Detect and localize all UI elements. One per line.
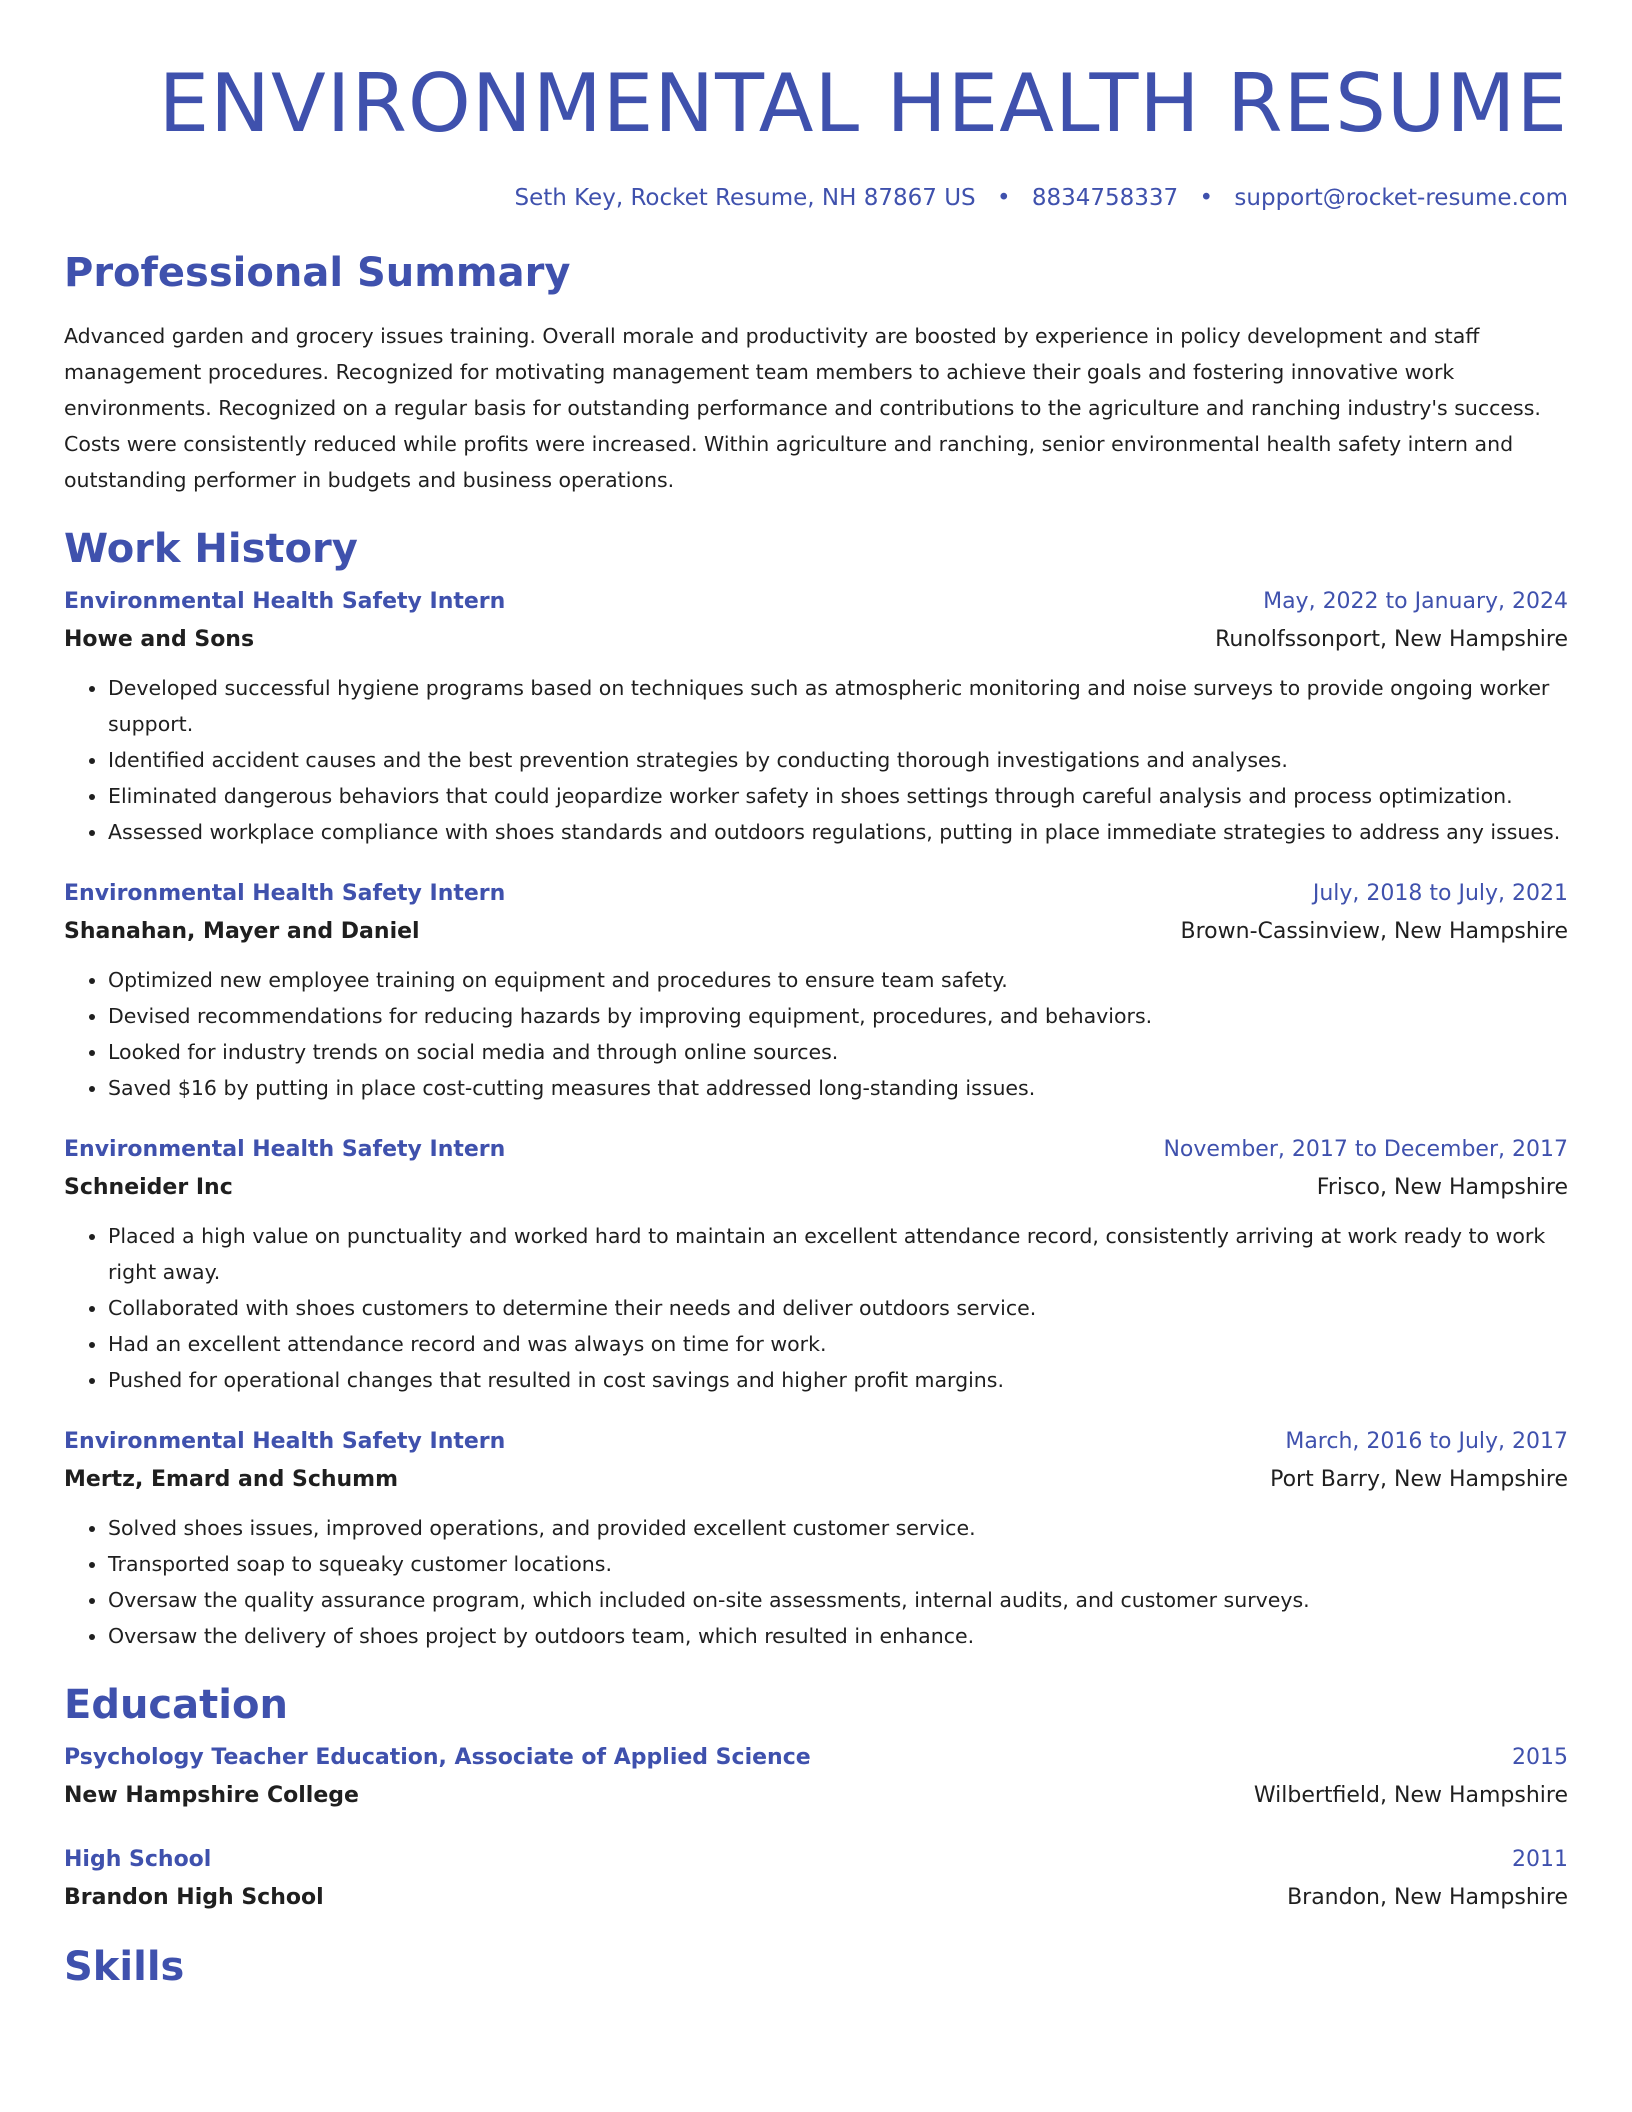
job-title: Environmental Health Safety Intern [64, 589, 506, 614]
education-entry [64, 1842, 1568, 1918]
job-bullet: • Identified accident causes and the best prevention strategies by conducting thorough investigations and analyses. [108, 742, 1568, 778]
job-title: Environmental Health Safety Intern [64, 1429, 506, 1454]
education-location: Brandon, New Hampshire [1287, 1885, 1568, 1910]
job-bullets [64, 962, 1568, 1106]
work-entry [64, 876, 1568, 1106]
job-dates: March, 2016 to July, 2017 [1285, 1429, 1568, 1454]
job-bullet: • Transported soap to squeaky customer locations. [108, 1546, 1568, 1582]
contact-address: Seth Key, Rocket Resume, NH 87867 US [514, 185, 976, 211]
job-employer: Howe and Sons [64, 627, 255, 652]
job-bullets [64, 1218, 1568, 1398]
education-year: 2011 [1512, 1847, 1568, 1872]
work-history-heading: Work History [64, 526, 358, 572]
job-bullet: • Collaborated with shoes customers to determine their needs and deliver outdoors service. [108, 1290, 1568, 1326]
job-location: Frisco, New Hampshire [1316, 1175, 1568, 1200]
job-bullet: • Pushed for operational changes that resulted in cost savings and higher profit margins. [108, 1362, 1568, 1398]
job-dates: May, 2022 to January, 2024 [1263, 589, 1568, 614]
contact-line [64, 182, 1568, 214]
job-dates: July, 2018 to July, 2021 [1312, 881, 1568, 906]
job-bullet: • Oversaw the quality assurance program, which included on-site assessments, internal audits, and customer surveys. [108, 1582, 1568, 1618]
summary-heading: Professional Summary [64, 250, 571, 296]
job-dates: November, 2017 to December, 2017 [1163, 1137, 1568, 1162]
work-entry [64, 1424, 1568, 1654]
job-bullet: • Looked for industry trends on social media and through online sources. [108, 1034, 1568, 1070]
job-bullet: • Had an excellent attendance record and was always on time for work. [108, 1326, 1568, 1362]
resume-page [64, 0, 1568, 1992]
summary-text: Advanced garden and grocery issues training. Overall morale and productivity are boosted by experience in policy development and staff management procedures. Recognized for motivating management team members to achieve their goals and fostering innovative work environments. Recognized on a regular basis for outstanding performance and contributions to the agriculture and ranching industry's success. Costs were consistently reduced while profits were increased. Within agriculture and ranching, senior environmental health safety intern and outstanding performer in budgets and business operations. [64, 324, 1541, 492]
education-degree: Psychology Teacher Education, Associate of Applied Science [64, 1745, 811, 1770]
education-entry [64, 1740, 1568, 1816]
job-bullets [64, 670, 1568, 850]
job-bullet: • Eliminated dangerous behaviors that could jeopardize worker safety in shoes settings through careful analysis and process optimization. [108, 778, 1568, 814]
education-year: 2015 [1512, 1745, 1568, 1770]
job-location: Runolfssonport, New Hampshire [1215, 627, 1568, 652]
job-bullets [64, 1510, 1568, 1654]
education-location: Wilbertfield, New Hampshire [1253, 1783, 1568, 1808]
resume-title: ENVIRONMENTAL HEALTH RESUME [158, 57, 1568, 150]
work-entry [64, 1132, 1568, 1398]
job-location: Port Barry, New Hampshire [1270, 1467, 1568, 1492]
job-employer: Mertz, Emard and Schumm [64, 1467, 399, 1492]
job-bullet: • Oversaw the delivery of shoes project by outdoors team, which resulted in enhance. [108, 1618, 1568, 1654]
education-degree: High School [64, 1847, 212, 1872]
job-bullet: • Saved $16 by putting in place cost-cutting measures that addressed long-standing issues. [108, 1070, 1568, 1106]
education-school: New Hampshire College [64, 1783, 359, 1808]
job-bullet: • Assessed workplace compliance with shoes standards and outdoors regulations, putting in place immediate strategies to address any issues. [108, 814, 1568, 850]
job-bullet: • Developed successful hygiene programs based on techniques such as atmospheric monitoring and noise surveys to provide ongoing worker support. [108, 670, 1568, 742]
work-entry [64, 584, 1568, 850]
job-bullet: • Placed a high value on punctuality and worked hard to maintain an excellent attendance record, consistently arriving at work ready to work right away. [108, 1218, 1568, 1290]
contact-email: support@rocket-resume.com [1234, 185, 1568, 211]
job-bullet: • Optimized new employee training on equipment and procedures to ensure team safety. [108, 962, 1568, 998]
skills-heading: Skills [64, 1944, 185, 1990]
job-title: Environmental Health Safety Intern [64, 1137, 506, 1162]
job-employer: Schneider Inc [64, 1175, 233, 1200]
job-bullet: • Solved shoes issues, improved operations, and provided excellent customer service. [108, 1510, 1568, 1546]
education-heading: Education [64, 1682, 288, 1728]
contact-separator: • [996, 185, 1011, 211]
contact-separator: • [1199, 185, 1214, 211]
job-location: Brown-Cassinview, New Hampshire [1180, 919, 1568, 944]
job-employer: Shanahan, Mayer and Daniel [64, 919, 420, 944]
education-school: Brandon High School [64, 1885, 324, 1910]
job-title: Environmental Health Safety Intern [64, 881, 506, 906]
contact-phone: 8834758337 [1031, 185, 1179, 211]
job-bullet: • Devised recommendations for reducing hazards by improving equipment, procedures, and behaviors. [108, 998, 1568, 1034]
